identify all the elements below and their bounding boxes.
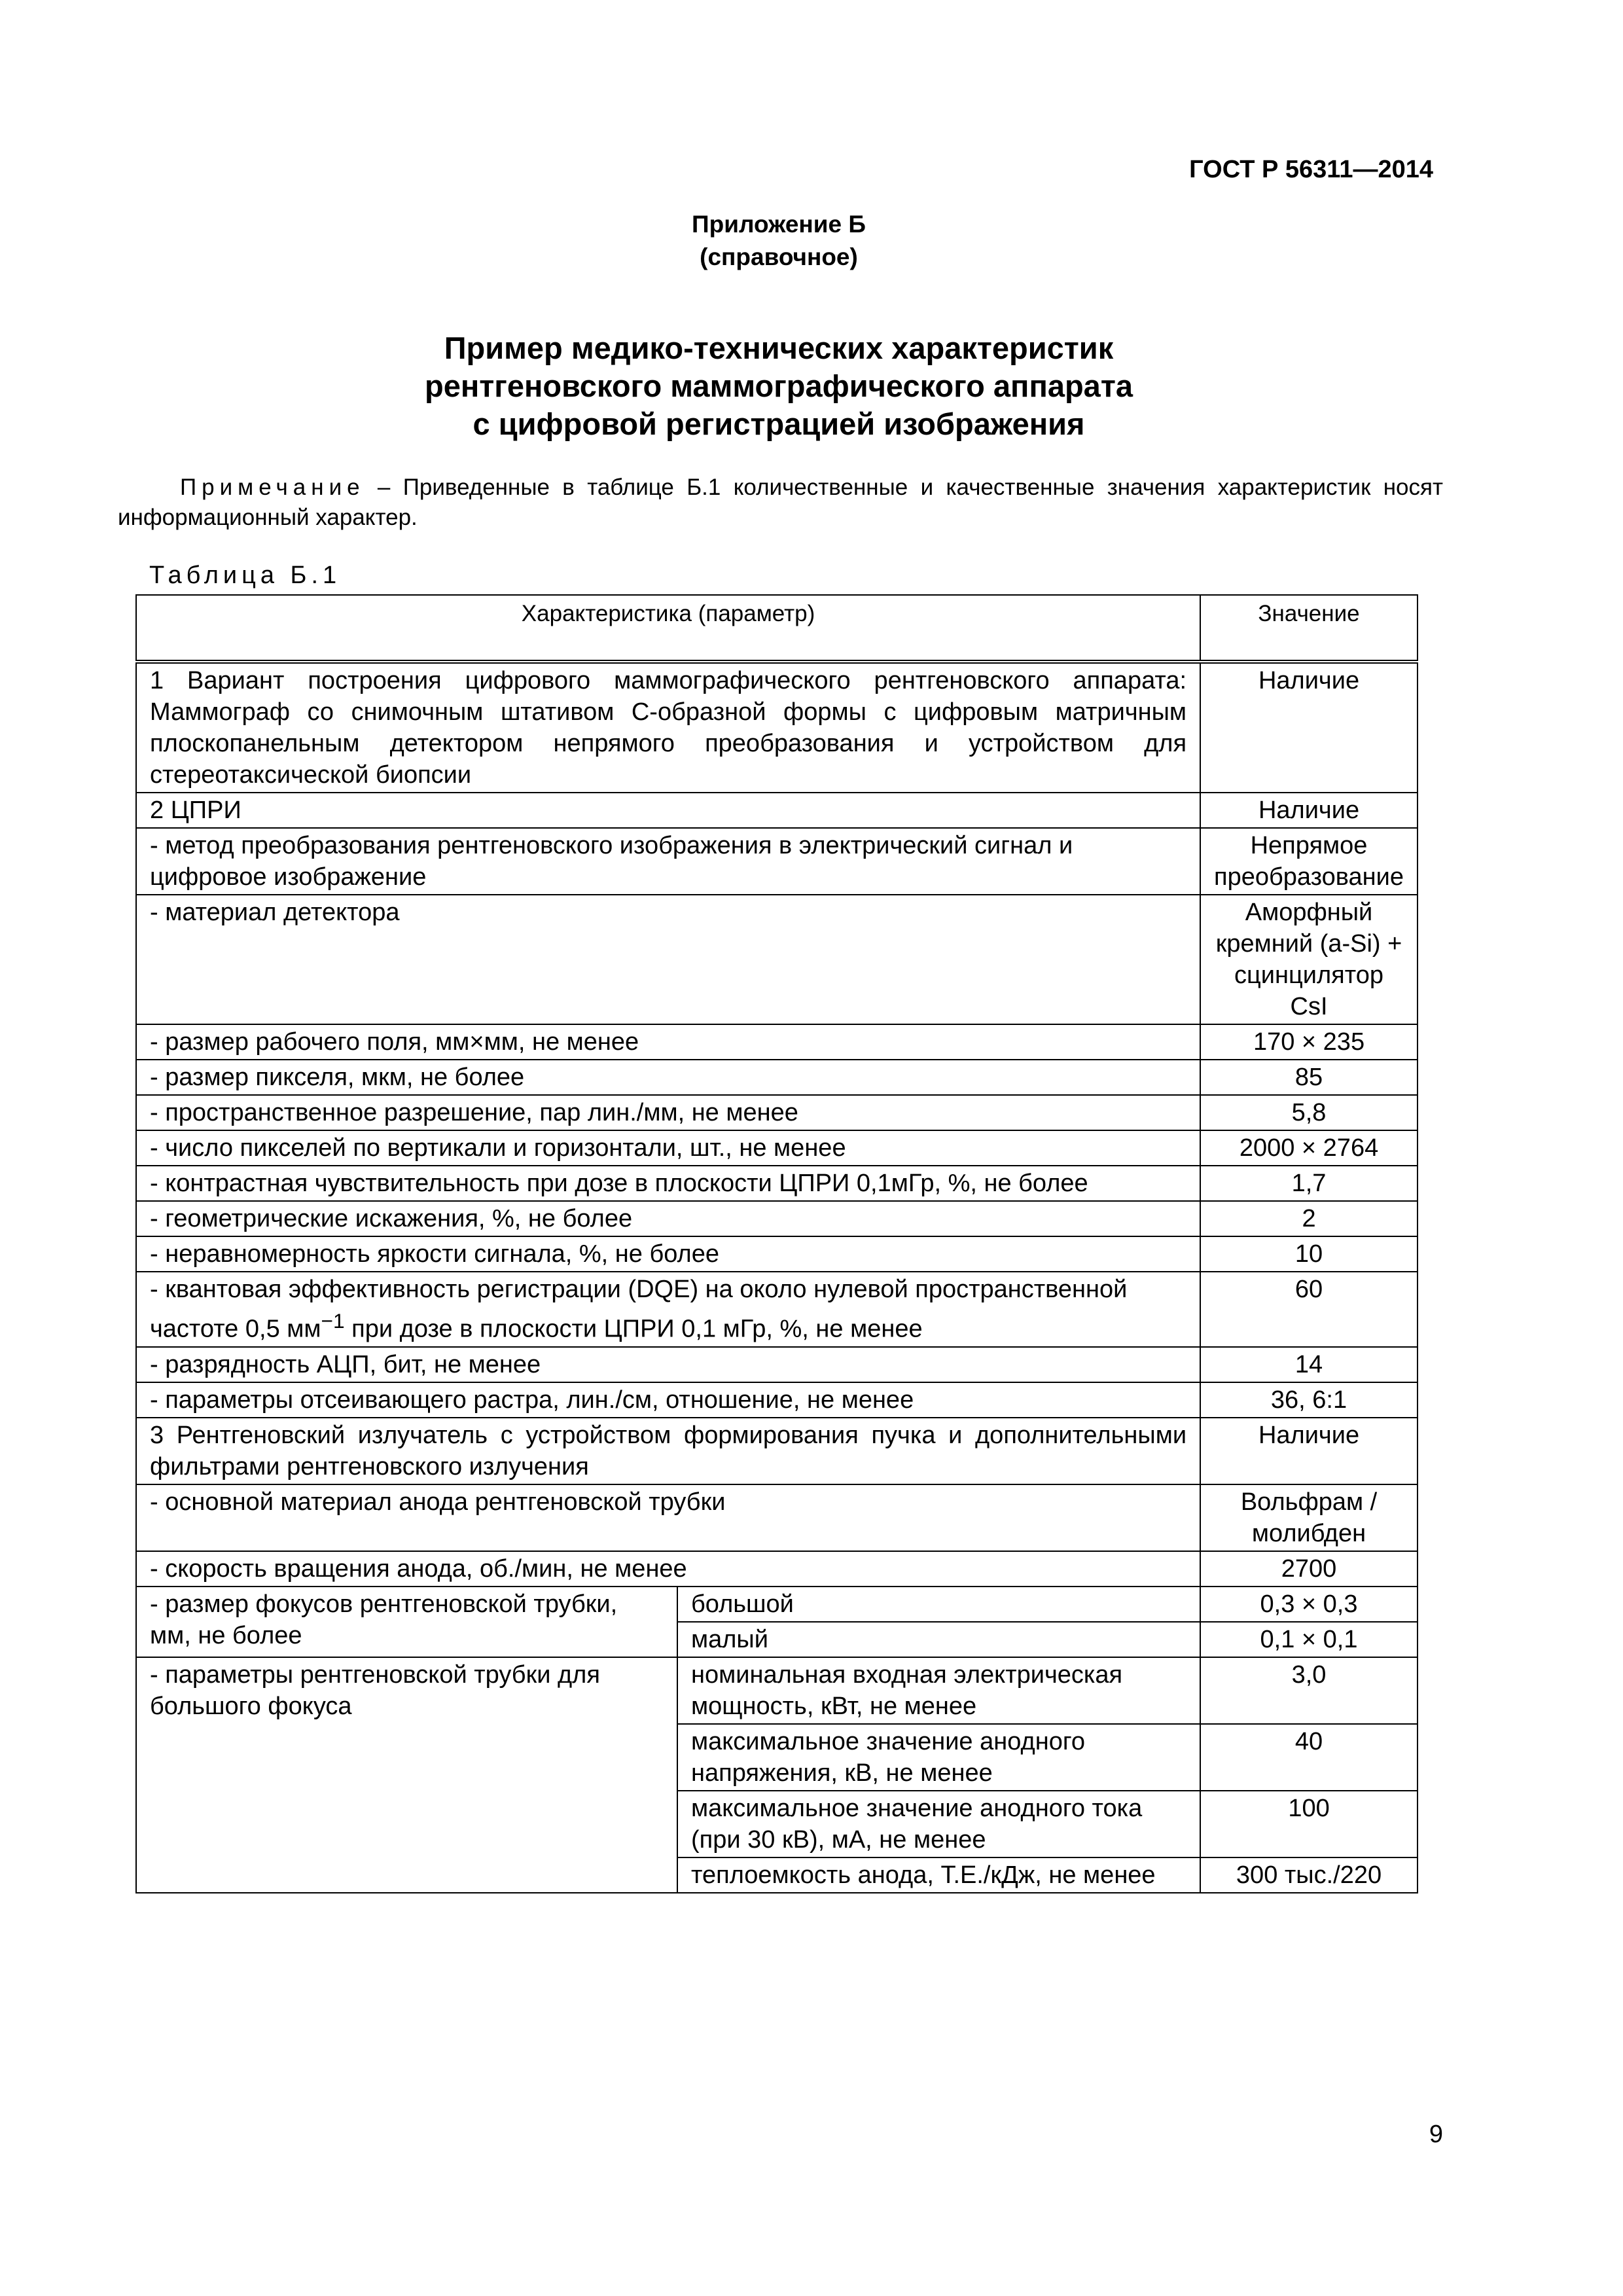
title-line-3: с цифровой регистрацией изображения: [473, 406, 1085, 441]
param-cell: - число пикселей по вертикали и горизонтали, шт., не менее: [136, 1130, 1200, 1166]
table-row: [136, 1382, 1418, 1418]
value-cell: 0,1 × 0,1: [1200, 1622, 1418, 1657]
value-cell: 14: [1200, 1347, 1418, 1382]
sub-param-cell: малый: [677, 1622, 1200, 1657]
value-cell: 85: [1200, 1060, 1418, 1095]
param-cell: 2 ЦПРИ: [136, 793, 1200, 828]
param-cell: - контрастная чувствительность при дозе в плоскости ЦПРИ 0,1мГр, %, не более: [136, 1166, 1200, 1201]
table-row: [136, 1551, 1418, 1587]
title-line-2: рентгеновского маммографического аппарата: [425, 368, 1133, 403]
param-cell: - скорость вращения анода, об./мин, не менее: [136, 1551, 1200, 1587]
table-row: [136, 1587, 1418, 1622]
sub-param-cell: максимальное значение анодного тока (при 30 кВ), мА, не менее: [677, 1791, 1200, 1857]
appendix-type: (справочное): [700, 243, 858, 270]
table-header-row: [136, 595, 1418, 662]
table-row: [136, 1060, 1418, 1095]
table-row: [136, 1024, 1418, 1060]
param-text: при дозе в плоскости ЦПРИ 0,1 мГр, %, не менее: [344, 1315, 923, 1343]
value-cell: 10: [1200, 1236, 1418, 1272]
param-cell: - геометрические искажения, %, не более: [136, 1201, 1200, 1236]
note-paragraph: [118, 473, 1443, 533]
value-cell: 3,0: [1200, 1657, 1418, 1724]
param-cell: 1 Вариант построения цифрового маммографического рентгеновского аппарата: Маммограф со снимочным штативом С-образной формы с цифровым матричным плоскопанельным детектором непрямого преобразования и устройством для стереотаксической биопсии: [136, 662, 1200, 793]
document-title: [0, 329, 1558, 443]
value-cell: 2: [1200, 1201, 1418, 1236]
value-cell: 100: [1200, 1791, 1418, 1857]
table-row: [136, 1201, 1418, 1236]
sub-param-cell: максимальное значение анодного напряжения, кВ, не менее: [677, 1724, 1200, 1791]
value-cell: Наличие: [1200, 1418, 1418, 1484]
param-cell: - основной материал анода рентгеновской трубки: [136, 1484, 1200, 1551]
table-row: [136, 1095, 1418, 1130]
param-cell: [136, 1272, 1200, 1347]
param-cell: 3 Рентгеновский излучатель с устройством формирования пучка и дополнительными фильтрами рентгеновского излучения: [136, 1418, 1200, 1484]
value-cell: Непрямое преобразование: [1200, 828, 1418, 895]
value-cell: 300 тыс./220: [1200, 1857, 1418, 1893]
value-cell: 2000 × 2764: [1200, 1130, 1418, 1166]
page-number: 9: [1429, 2121, 1443, 2148]
characteristics-table: [135, 594, 1418, 1893]
param-superscript: −1: [321, 1309, 345, 1333]
appendix-heading: [0, 208, 1558, 274]
table-row: [136, 1236, 1418, 1272]
value-cell: 60: [1200, 1272, 1418, 1347]
value-cell: 1,7: [1200, 1166, 1418, 1201]
table-row: [136, 1272, 1418, 1347]
table-row: [136, 1657, 1418, 1724]
sub-param-cell: номинальная входная электрическая мощность, кВт, не менее: [677, 1657, 1200, 1724]
param-cell: - размер рабочего поля, мм×мм, не менее: [136, 1024, 1200, 1060]
table-row: [136, 793, 1418, 828]
table-row: [136, 1347, 1418, 1382]
param-cell: - материал детектора: [136, 895, 1200, 1024]
value-cell: 2700: [1200, 1551, 1418, 1587]
param-cell: - размер пикселя, мкм, не более: [136, 1060, 1200, 1095]
table-row: [136, 828, 1418, 895]
sub-param-cell: большой: [677, 1587, 1200, 1622]
value-cell: Наличие: [1200, 793, 1418, 828]
value-cell: 170 × 235: [1200, 1024, 1418, 1060]
table-caption: Таблица Б.1: [149, 562, 342, 589]
value-cell: Аморфный кремний (a-Si) + сцинцилятор CsI: [1200, 895, 1418, 1024]
table-row: [136, 1130, 1418, 1166]
value-cell: Наличие: [1200, 662, 1418, 793]
value-cell: 0,3 × 0,3: [1200, 1587, 1418, 1622]
param-cell: - пространственное разрешение, пар лин./мм, не менее: [136, 1095, 1200, 1130]
param-cell: - неравномерность яркости сигнала, %, не более: [136, 1236, 1200, 1272]
note-text: – Приведенные в таблице Б.1 количественные и качественные значения характеристик носят информационный характер.: [118, 475, 1443, 530]
param-cell: - метод преобразования рентгеновского изображения в электрический сигнал и цифровое изображение: [136, 828, 1200, 895]
value-cell: 5,8: [1200, 1095, 1418, 1130]
title-line-1: Пример медико-технических характеристик: [444, 331, 1114, 365]
value-cell: 36, 6:1: [1200, 1382, 1418, 1418]
param-text: - квантовая эффективность регистрации (DQE) на около нулевой пространственной частоте 0,5 мм: [150, 1276, 1128, 1343]
header-value: Значение: [1200, 595, 1418, 662]
table-row: [136, 1418, 1418, 1484]
note-label: Примечание: [180, 475, 365, 500]
table-row: [136, 1166, 1418, 1201]
standard-number: ГОСТ Р 56311—2014: [1189, 156, 1433, 183]
table-row: [136, 895, 1418, 1024]
appendix-label: Приложение Б: [692, 211, 866, 238]
param-cell: - размер фокусов рентгеновской трубки, мм, не более: [136, 1587, 677, 1657]
value-cell: 40: [1200, 1724, 1418, 1791]
param-cell: - параметры рентгеновской трубки для большого фокуса: [136, 1657, 677, 1893]
sub-param-cell: теплоемкость анода, Т.Е./кДж, не менее: [677, 1857, 1200, 1893]
table-row: [136, 662, 1418, 793]
param-cell: - параметры отсеивающего растра, лин./см, отношение, не менее: [136, 1382, 1200, 1418]
param-cell: - разрядность АЦП, бит, не менее: [136, 1347, 1200, 1382]
table-row: [136, 1484, 1418, 1551]
header-param: Характеристика (параметр): [136, 595, 1200, 662]
value-cell: Вольфрам / молибден: [1200, 1484, 1418, 1551]
